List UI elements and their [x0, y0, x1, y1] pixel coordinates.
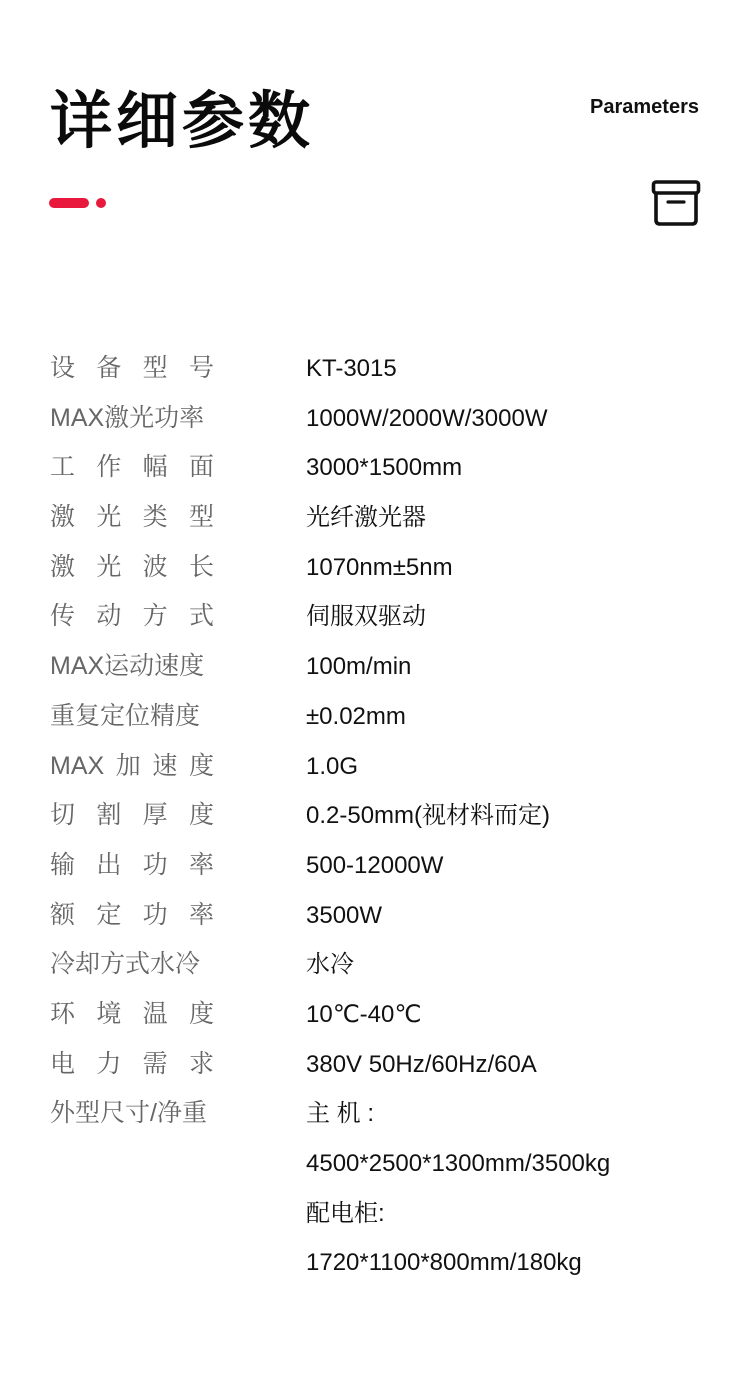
spec-value: 10℃-40℃: [306, 1000, 422, 1028]
main-unit-dimensions: 4500*2500*1300mm/3500kg: [306, 1150, 611, 1177]
spec-value: KT-3015: [306, 355, 397, 382]
spec-row-work-area: [50, 443, 710, 493]
spec-value: 水冷: [306, 951, 354, 979]
spec-value: 3500W: [306, 901, 383, 929]
spec-label: 冷却方式水冷: [50, 950, 201, 979]
spec-value: 伺服双驱动: [306, 603, 426, 631]
spec-label: 激光类型: [50, 503, 214, 532]
spec-row-ambient-temp: [50, 990, 710, 1040]
spec-value: 0.2-50mm(视材料而定): [306, 802, 551, 830]
spec-label: 传动方式: [50, 602, 214, 631]
cabinet-label: 配电柜:: [306, 1199, 385, 1227]
spec-row-max-speed: [50, 642, 710, 692]
spec-label: 重复定位精度: [50, 701, 201, 730]
spec-row-repeat-accuracy: [50, 692, 710, 742]
spec-value: 光纤激光器: [306, 504, 426, 532]
page-title: 详细参数: [50, 87, 315, 156]
spec-label: 额定功率: [50, 900, 214, 929]
spec-row-model: [50, 344, 710, 394]
spec-label: 环境温度: [50, 999, 214, 1028]
spec-row-max-laser-power: [50, 394, 710, 444]
spec-value: 1070nm±5nm: [306, 553, 453, 581]
archive-box-icon: [651, 180, 701, 226]
spec-label: 激光波长: [50, 552, 214, 581]
main-unit-label: 主 机 :: [306, 1100, 375, 1128]
spec-label: 切割厚度: [50, 801, 214, 830]
spec-row-laser-type: [50, 493, 710, 543]
spec-label: 电力需求: [50, 1049, 214, 1078]
spec-row-wavelength: [50, 543, 710, 593]
spec-row-max-acceleration: [50, 742, 710, 792]
spec-row-cooling: [50, 940, 710, 990]
cabinet-dimensions: 1720*1100*800mm/180kg: [306, 1249, 582, 1277]
spec-label: MAX激光功率: [50, 403, 205, 432]
spec-value: ±0.02mm: [306, 702, 406, 730]
spec-row-cut-thickness: [50, 791, 710, 841]
spec-label: 外型尺寸/净重: [50, 1099, 207, 1128]
dimensions-values: [306, 1089, 610, 1288]
spec-value: 100m/min: [306, 653, 412, 681]
spec-label: 设备型号: [50, 354, 214, 382]
spec-label: MAX运动速度: [50, 652, 205, 681]
spec-value: 380V 50Hz/60Hz/60A: [306, 1050, 537, 1078]
page-subtitle: Parameters: [590, 96, 699, 118]
spec-label: MAX加速度: [50, 751, 214, 780]
spec-value: 1000W/2000W/3000W: [306, 404, 548, 432]
accent-dot: [96, 198, 106, 208]
spec-row-drive-mode: [50, 592, 710, 642]
spec-row-dimensions-weight: [50, 1089, 710, 1277]
spec-value: 500-12000W: [306, 851, 444, 879]
accent-bar: [49, 198, 89, 208]
spec-value: 1.0G: [306, 752, 359, 780]
spec-row-power-supply: [50, 1040, 710, 1090]
spec-row-rated-power: [50, 891, 710, 941]
spec-value: 3000*1500mm: [306, 454, 463, 482]
spec-label: 工作幅面: [50, 453, 214, 482]
spec-row-output-power: [50, 841, 710, 891]
spec-table: [50, 344, 710, 1277]
spec-label: 输出功率: [50, 850, 214, 879]
